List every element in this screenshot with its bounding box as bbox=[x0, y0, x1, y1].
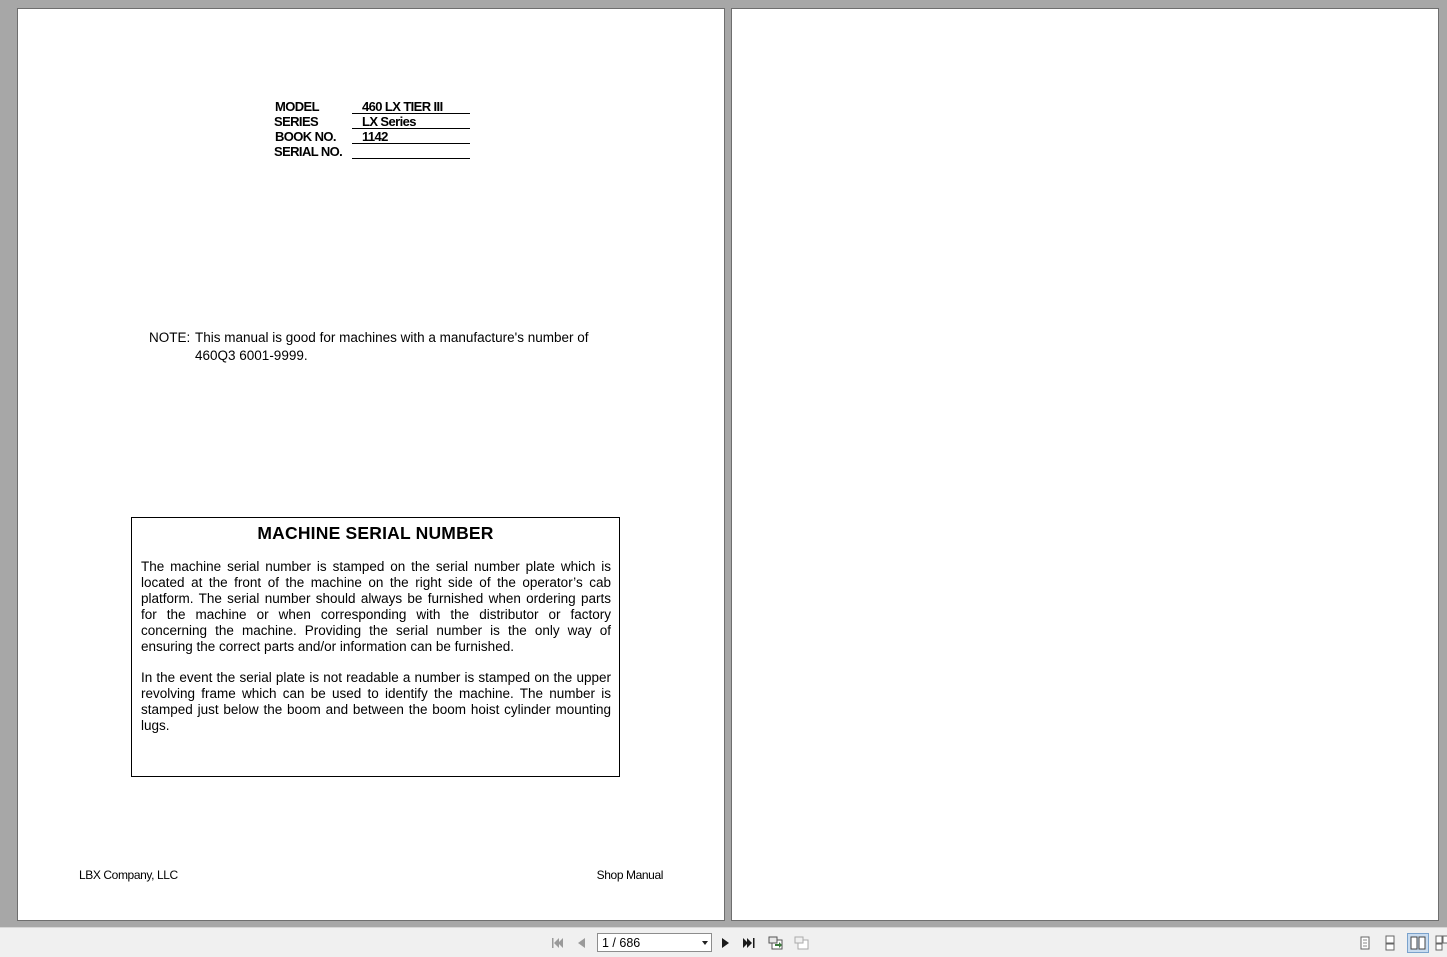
footer-company: LBX Company, LLC bbox=[79, 868, 178, 882]
series-value: LX Series bbox=[362, 114, 416, 129]
book-value: 1142 bbox=[362, 129, 388, 144]
model-value: 460 LX TIER III bbox=[362, 99, 443, 114]
two-page-icon[interactable] bbox=[1407, 933, 1429, 953]
next-page-icon[interactable] bbox=[716, 934, 734, 952]
first-page-icon[interactable] bbox=[549, 934, 567, 952]
serial-box-paragraph-2: In the event the serial plate is not readable a number is stamped on the upper revolving frame which can be used to identify the machine. The number is stamped just below the boom and between the boom hoist cylinder mounting lugs. bbox=[141, 670, 611, 733]
book-label: BOOK NO. bbox=[275, 129, 336, 144]
note-label: NOTE: bbox=[149, 330, 191, 345]
chevron-down-icon bbox=[702, 941, 708, 945]
last-page-icon[interactable] bbox=[740, 934, 758, 952]
page-indicator: 1 / 686 bbox=[602, 936, 641, 950]
serial-box-paragraph-1: The machine serial number is stamped on the serial number plate which is located at the front of the machine on the right side of the operator’s cab platform. The serial number should always be furnished when ordering parts for the machine or when corresponding with the distributor or factory concerning the machine. Providing the serial number is the only way of ensuring the correct parts and/or information can be furnished. bbox=[141, 559, 611, 654]
continuous-page-icon[interactable] bbox=[1381, 934, 1399, 952]
machine-serial-number-box bbox=[131, 517, 620, 777]
previous-view-icon[interactable] bbox=[767, 934, 785, 952]
single-page-icon[interactable] bbox=[1356, 934, 1374, 952]
footer-title: Shop Manual bbox=[596, 868, 663, 882]
serial-underline bbox=[352, 158, 470, 159]
previous-page-icon[interactable] bbox=[573, 934, 591, 952]
document-page-1 bbox=[17, 8, 725, 921]
next-view-icon[interactable] bbox=[793, 934, 811, 952]
book-underline bbox=[352, 143, 470, 144]
page-number-select[interactable] bbox=[597, 933, 712, 952]
serial-box-title: MACHINE SERIAL NUMBER bbox=[257, 523, 494, 543]
note-text: This manual is good for machines with a manufacture's number of 460Q3 6001-9999. bbox=[195, 330, 589, 363]
navigation-toolbar bbox=[0, 927, 1447, 957]
serial-label: SERIAL NO. bbox=[274, 144, 343, 159]
model-label: MODEL bbox=[275, 99, 319, 114]
series-label: SERIES bbox=[274, 114, 319, 129]
two-page-continuous-icon[interactable] bbox=[1434, 934, 1447, 952]
document-page-2 bbox=[731, 8, 1439, 921]
